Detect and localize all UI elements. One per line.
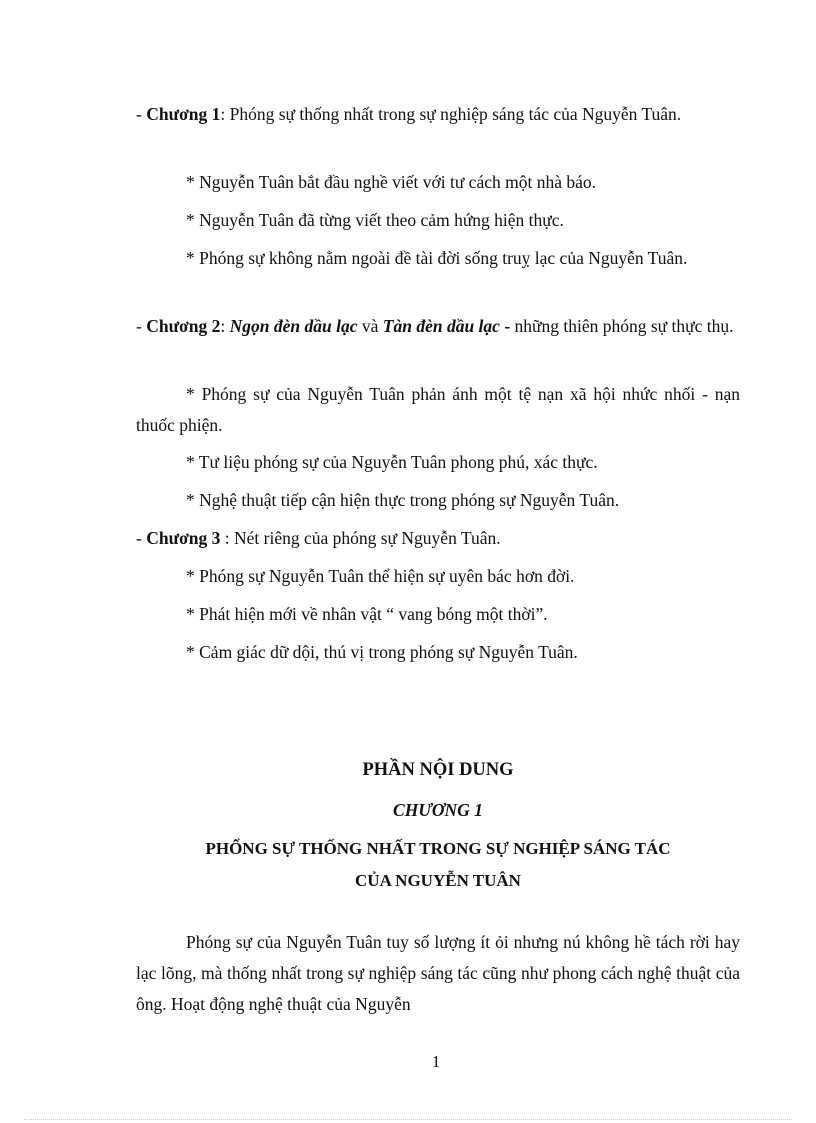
chapter-title-line-1: PHỔNG SỰ THỐNG NHẤT TRONG SỰ NGHIỆP SÁNG TÁC [205, 839, 671, 858]
chapter-3-label: Chương 3 [146, 528, 221, 548]
chapter-heading: CHƯƠNG 1 [393, 800, 483, 820]
toc-item: * Tư liệu phóng sự của Nguyễn Tuân phong phú, xác thực. [186, 452, 598, 472]
toc-item: * Phóng sự của Nguyễn Tuân phản ánh một tệ nạn xã hội nhức nhối - nạn thuốc phiện. [136, 384, 740, 435]
toc-item: * Phóng sự không nằm ngoài đề tài đời sống truỵ lạc của Nguyễn Tuân. [186, 248, 688, 268]
dash: - [136, 104, 147, 124]
page-edge-divider [24, 1119, 792, 1120]
toc-item: * Phát hiện mới về nhân vật “ vang bóng một thời”. [186, 604, 548, 624]
dash: - [136, 316, 147, 336]
toc-item: * Cảm giác dữ dội, thú vị trong phóng sự Nguyễn Tuân. [186, 642, 578, 662]
body-paragraph: Phóng sự của Nguyễn Tuân tuy số lượng ít ỏi nhưng nú không hề tách rời hay lạc lõng, mà thống nhất trong sự nghiệp sáng tác cũng như phong cách nghệ thuật của ông. Hoạt động nghệ thuật của Nguyễn [136, 932, 740, 1014]
chapter-2-label: Chương 2 [146, 316, 221, 336]
dash: - [499, 316, 511, 336]
chapter-title [136, 835, 740, 895]
work-title-2: Tàn đèn dầu lạc [382, 316, 500, 336]
chapter-2-text: những thiên phóng sự thực thụ. [510, 316, 734, 336]
toc-chapter-3 [136, 523, 740, 554]
part-heading: PHẦN NỘI DUNG [362, 760, 514, 780]
chapter-title-line-2: CỦA NGUYỄN TUÂN [355, 871, 521, 890]
work-title-1: Ngọn đèn dầu lạc [229, 316, 358, 336]
chapter-1-text: : Phóng sự thống nhất trong sự nghiệp sáng tác của Nguyễn Tuân. [220, 104, 682, 124]
toc-item: * Nguyễn Tuân bắt đầu nghề viết với tư cách một nhà báo. [186, 172, 596, 192]
colon: : [220, 316, 230, 336]
dash: - [136, 528, 147, 548]
page-number: 1 [431, 1052, 441, 1071]
toc-chapter-1 [136, 99, 740, 130]
toc-item: * Phóng sự Nguyễn Tuân thể hiện sự uyên bác hơn đời. [186, 566, 575, 586]
toc-item: * Nghệ thuật tiếp cận hiện thực trong phóng sự Nguyễn Tuân. [186, 490, 620, 510]
chapter-1-label: Chương 1 [146, 104, 221, 124]
toc-chapter-2 [136, 311, 740, 342]
chapter-3-text: : Nét riêng của phóng sự Nguyễn Tuân. [220, 528, 501, 548]
conjunction: và [357, 316, 383, 336]
toc-item: * Nguyễn Tuân đã từng viết theo cảm hứng hiện thực. [186, 210, 564, 230]
